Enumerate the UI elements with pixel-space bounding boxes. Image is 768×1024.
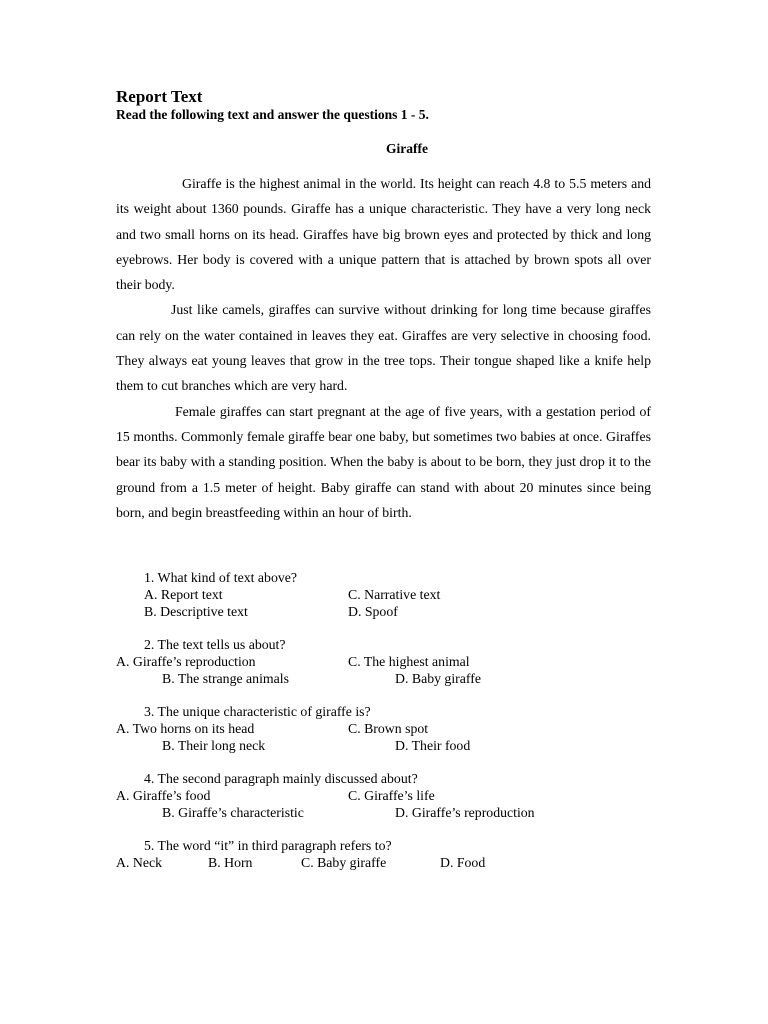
- answer-option: A. Report text: [144, 587, 223, 602]
- answer-option: B. Their long neck: [162, 738, 266, 753]
- instruction-text: Read the following text and answer the questions 1 - 5.: [116, 107, 429, 122]
- answer-option: A. Neck: [116, 855, 162, 870]
- answer-option: A. Two horns on its head: [116, 721, 255, 736]
- answer-option: C. Brown spot: [348, 721, 429, 736]
- paragraph-2: Just like camels, giraffes can survive without drinking for long time because giraffes can rely on the water contained in leaves they eat. Giraffes are very selective in choosing food. They always eat young leaves that grow in the tree tops. Their tongue shaped like a knife help them to cut branches which are very hard.: [116, 302, 651, 394]
- document-heading: Report Text: [116, 87, 203, 106]
- reading-passage: [116, 171, 651, 525]
- question-prompt: 5. The word “it” in third paragraph refers to?: [144, 838, 392, 853]
- answer-option: B. Descriptive text: [144, 604, 248, 619]
- answer-option: C. Narrative text: [348, 587, 441, 602]
- answer-option: B. The strange animals: [162, 671, 289, 686]
- question-prompt: 1. What kind of text above?: [144, 570, 297, 585]
- answer-option: C. Baby giraffe: [301, 855, 387, 870]
- question-prompt: 2. The text tells us about?: [144, 637, 286, 652]
- answer-option: B. Giraffe’s characteristic: [162, 805, 304, 820]
- question-prompt: 4. The second paragraph mainly discussed about?: [144, 771, 418, 786]
- answer-option: D. Spoof: [348, 604, 398, 619]
- answer-option: C. Giraffe’s life: [348, 788, 435, 803]
- answer-option: A. Giraffe’s food: [116, 788, 211, 803]
- answer-option: D. Food: [440, 855, 486, 870]
- answer-option: C. The highest animal: [348, 654, 470, 669]
- answer-option: A. Giraffe’s reproduction: [116, 654, 256, 669]
- question-prompt: 3. The unique characteristic of giraffe is?: [144, 704, 371, 719]
- paragraph-1: Giraffe is the highest animal in the world. Its height can reach 4.8 to 5.5 meters and its weight about 1360 pounds. Giraffe has a unique characteristic. They have a very long neck and two small horns on its head. Giraffes have big brown eyes and protected by thick and long eyebrows. Her body is covered with a unique pattern that is attached by brown spots all over their body.: [116, 176, 651, 293]
- answer-option: D. Their food: [395, 738, 471, 753]
- answer-option: B. Horn: [208, 855, 253, 870]
- paragraph-3: Female giraffes can start pregnant at the age of five years, with a gestation period of 15 months. Commonly female giraffe bear one baby, but sometimes two babies at once. Giraffes bear its baby with a standing position. When the baby is about to be born, they just drop it to the ground from a 1.5 meter of height. Baby giraffe can stand with about 20 minutes since being born, and begin breastfeeding within an hour of birth.: [116, 403, 651, 520]
- answer-option: D. Giraffe’s reproduction: [395, 805, 535, 820]
- answer-option: D. Baby giraffe: [395, 671, 481, 686]
- story-title: Giraffe: [386, 141, 428, 156]
